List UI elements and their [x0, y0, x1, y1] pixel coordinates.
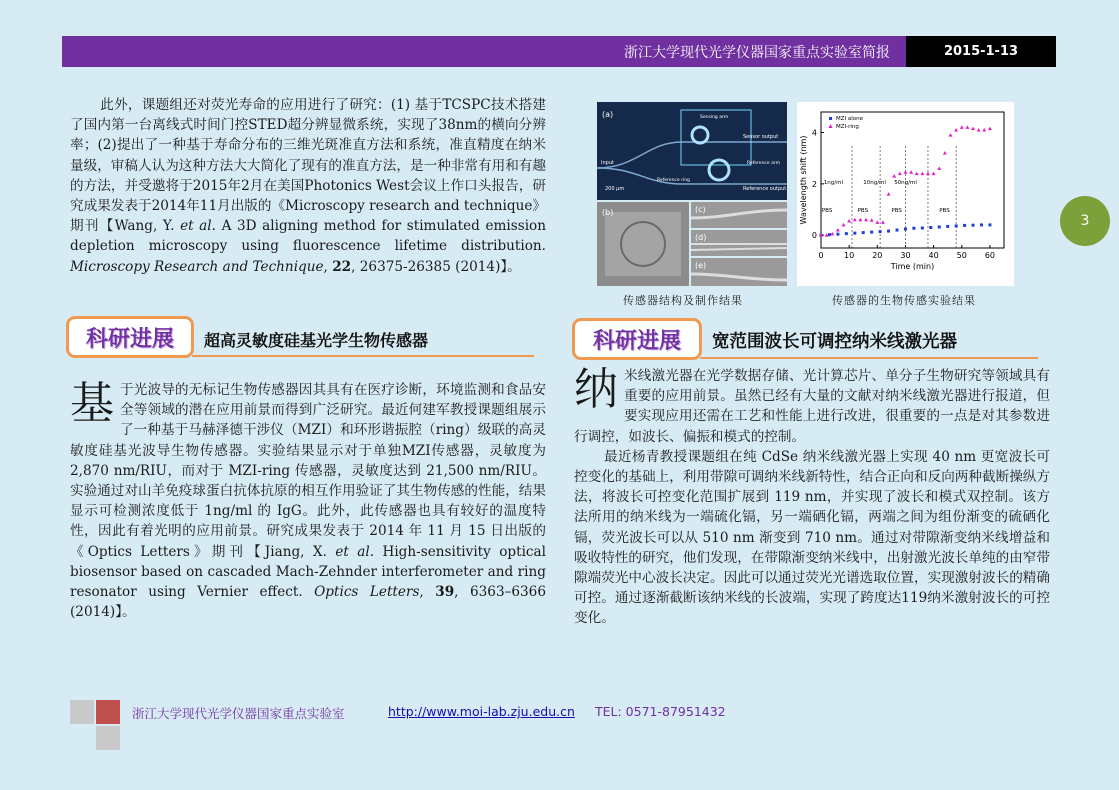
chart-point-mzi-ring	[920, 172, 924, 176]
panel-a-label: (a)	[602, 110, 614, 119]
header-bar	[62, 36, 906, 67]
chart-point-mzi-alone	[963, 224, 966, 227]
chart-point-mzi-ring	[977, 128, 981, 132]
chart-y-tick-label: 4	[811, 128, 817, 138]
chart-legend-marker	[829, 124, 833, 128]
chart-point-mzi-ring	[943, 151, 947, 155]
chart-x-tick-label: 10	[844, 251, 855, 260]
chart-annotation-1ng: 1ng/ml	[823, 179, 844, 186]
chart-point-mzi-ring	[971, 127, 975, 131]
chart-point-mzi-alone	[912, 227, 915, 230]
label-reference-arm: Reference arm	[747, 161, 781, 166]
label-reference-output: Reference output	[743, 186, 787, 192]
section1-tab-label: 科研进展	[85, 326, 174, 352]
chart-point-mzi-ring	[982, 128, 986, 132]
intro-volume: 22	[332, 258, 352, 275]
chart-legend-marker	[829, 117, 832, 120]
chart-point-mzi-ring	[870, 218, 874, 222]
chart-y-tick-label: 0	[811, 231, 817, 241]
chart-point-mzi-ring	[937, 166, 941, 170]
section1-body1: 于光波导的无标记生物传感器因其具有在医疗诊断，环境监测和食品安全等领域的潜在应用前景而得到广泛研究。最近何建军教授课题组展示了一种基于马赫泽德干涉仪（MZI）和环形谐振腔（ring）级联的高灵敏度硅基光波导生物传感器。实验结果显示对于单独MZI传感器，灵敏度为 2,870 nm/RIU，而对于 MZI-ring 传感器，灵敏度达到 21,500 nm/RIU。实验通过对山羊免疫球蛋白抗体抗原的相互作用验证了其生物传感的性能，结果显示可检测浓度低于 1ng/ml 的 IgG。此外，此传感器也具有较好的温度特性，因此有着光明的应用前景。研究成果发表于 2014 年 11 月 15 日出版的《Optics Letters》期刊【Jiang, X.	[70, 382, 546, 560]
footer-url-link[interactable]: http://www.moi-lab.zju.edu.cn	[388, 704, 575, 719]
section1-et-al: et al.	[335, 543, 375, 560]
chart-point-mzi-alone	[896, 229, 899, 232]
device-structure-image	[597, 102, 787, 286]
intro-text3: , 26375-26385 (2014)】。	[351, 258, 521, 275]
chart-point-mzi-ring	[875, 220, 879, 224]
label-sensing-arm: Sensing arm	[700, 115, 729, 120]
chart-point-mzi-ring	[853, 218, 857, 222]
chart-annotation-50ng: 50ng/ml	[894, 179, 917, 186]
chart-point-mzi-alone	[904, 228, 907, 231]
label-scale: 200 μm	[605, 186, 625, 192]
intro-paragraph: 此外，课题组还对荧光寿命的应用进行了研究：(1) 基于TCSPC技术搭建了国内第一台离线式时间门控STED超分辨显微系统，实现了38nm的横向分辨率；(2)提出了一种基于寿命分布的三维光斑准直方法和系统，准直精度在纳米量级，审稿人认为这种方法大大简化了现有的准直方法，是一种非常有用和有趣的方法，并受邀将于2015年2月在美国Photonics West会议上作口头报告，研究成果发表于2014年11月出版的《Microscopy research and technique》期刊【Wang, Y. et al. A 3D aligning method for stimulated emission depletion microscopy using fluorescence lifetime distribution. Microscopy Research and Technique, 22, 26375-26385 (2014)】。	[70, 97, 546, 275]
chart-point-mzi-alone	[836, 233, 839, 236]
header-title: 浙江大学现代光学仪器国家重点实验室简报	[624, 44, 890, 61]
section2-title: 宽范围波长可调控纳米线激光器	[712, 332, 957, 352]
chart-point-mzi-ring	[847, 219, 851, 223]
biosensing-chart-svg	[797, 102, 1014, 286]
intro-journal: Microscopy Research and Technique	[70, 258, 324, 275]
chart-point-mzi-alone	[980, 223, 983, 226]
chart-point-mzi-ring	[932, 172, 936, 176]
chart-annotation-pbs: PBS	[857, 208, 869, 215]
chart-point-mzi-ring	[909, 170, 913, 174]
chart-point-mzi-ring	[898, 172, 902, 176]
section1-body3: , 6363–6366 (2014)】。	[70, 584, 546, 621]
footer-square-1	[70, 700, 94, 724]
section1-volume: 39	[435, 584, 455, 601]
label-sensor-output: Sensor output	[743, 134, 779, 140]
footer-square-2	[96, 700, 120, 724]
chart-point-mzi-alone	[887, 230, 890, 233]
chart-point-mzi-alone	[972, 224, 975, 227]
section2-body1: 米线激光器在光学数据存储、光计算芯片、单分子生物研究等领域具有重要的应用前景。虽然已经有大量的文献对纳米线激光器进行报道，但要实现应用还需在工艺和性能上进行改进，很重要的一点是对其参数进行调控，如波长、偏振和模式的控制。	[574, 368, 1050, 445]
label-input: Input	[601, 160, 614, 166]
chart-x-axis-label: Time (min)	[890, 262, 935, 271]
chart-x-tick-label: 20	[872, 251, 883, 260]
section2-tab-label: 科研进展	[592, 328, 681, 354]
chart-annotation-pbs: PBS	[939, 208, 950, 215]
chart-y-tick-label: 2	[811, 179, 817, 189]
panel-b-label: (b)	[602, 208, 614, 217]
chart-point-mzi-alone	[955, 224, 958, 227]
chart-legend-entry: MZI alone	[836, 116, 864, 122]
chart-x-tick-label: 60	[984, 251, 996, 260]
chart-point-mzi-ring	[949, 133, 953, 137]
chart-point-mzi-alone	[988, 223, 991, 226]
page-number-badge: 3	[1060, 196, 1110, 246]
chart-legend-entry: MZI-ring	[836, 124, 859, 130]
chart-y-axis-label: Wavelength shift (nm)	[799, 135, 808, 225]
chart-point-mzi-ring	[903, 170, 907, 174]
section2-body	[574, 366, 1050, 629]
intro-text2: . A 3D aligning method for stimulated emission depletion microscopy using fluorescence lifetime distribution.	[70, 218, 546, 255]
section1-dropcap: 基	[70, 378, 114, 429]
chart-point-mzi-ring	[842, 223, 846, 227]
chart-point-mzi-ring	[926, 172, 930, 176]
chart-x-tick-label: 40	[928, 251, 939, 260]
chart-annotation-pbs: PBS	[891, 208, 902, 215]
intro-text: 此外，课题组还对荧光寿命的应用进行了研究：(1) 基于TCSPC技术搭建了国内第一台离线式时间门控STED超分辨显微系统，实现了38nm的横向分辨率；(2)提出了一种基于寿命分布的三维光斑准直方法和系统，准直精度在纳米量级，审稿人认为这种方法大大简化了现有的准直方法，是一种非常有用和有趣的方法，并受邀将于2015年2月在美国Photonics West会议上作口头报告，研究成果发表于2014年11月出版的《Microscopy research and technique》期刊【Wang, Y.	[70, 97, 546, 235]
chart-point-mzi-ring	[988, 127, 992, 131]
chart-annotation-10ng: 10ng/ml	[863, 179, 886, 186]
panel-e-label: (e)	[695, 261, 707, 270]
chart-point-mzi-alone	[853, 232, 856, 235]
chart-point-mzi-alone	[879, 230, 882, 233]
footer-lab-name: 浙江大学现代光学仪器国家重点实验室	[132, 706, 345, 721]
panel-d-label: (d)	[695, 233, 707, 242]
section1-title: 超高灵敏度硅基光学生物传感器	[204, 331, 429, 350]
chart-point-mzi-ring	[836, 228, 840, 232]
figure-caption-right: 传感器的生物传感实验结果	[832, 294, 976, 307]
chart-point-mzi-alone	[845, 232, 848, 235]
section1-body2: High-sensitivity optical biosensor based on cascaded Mach-Zehnder interferometer and ring resonator using Vernier effect.	[70, 543, 546, 601]
chart-point-mzi-alone	[862, 231, 865, 234]
figure-device-structure	[597, 102, 787, 286]
intro-et-al: et al	[180, 218, 212, 235]
chart-x-tick-label: 0	[818, 251, 824, 260]
chart-point-mzi-alone	[946, 225, 949, 228]
chart-point-mzi-ring	[864, 218, 868, 222]
panel-c-label: (c)	[695, 205, 706, 214]
header-date: 2015-1-13	[906, 36, 1056, 67]
chart-point-mzi-ring	[915, 172, 919, 176]
chart-point-mzi-ring	[858, 218, 862, 222]
chart-x-tick-label: 50	[956, 251, 967, 260]
chart-point-mzi-ring	[960, 125, 964, 129]
chart-point-mzi-alone	[828, 233, 831, 236]
section2-dropcap: 纳	[574, 364, 618, 415]
section1-body: 基于光波导的无标记生物传感器因其具有在医疗诊断，环境监测和食品安全等领域的潜在应用前景而得到广泛研究。最近何建军教授课题组展示了一种基于马赫泽德干涉仪（MZI）和环形谐振腔（ring）级联的高灵敏度硅基光波导生物传感器。实验结果显示对于单独MZI传感器，灵敏度为 2,870 nm/RIU，而对于 MZI-ring 传感器，灵敏度达到 21,500 nm/RIU。实验通过对山羊免疫球蛋白抗体抗原的相互作用验证了其生物传感的性能，结果显示可检测浓度低于 1ng/ml 的 IgG。此外，此传感器也具有较好的温度特性，因此有着光明的应用前景。研究成果发表于 2014 年 11 月 15 日出版的《Optics Letters》期刊【Jiang, X. et al. High-sensitivity optical biosensor based on cascaded Mach-Zehnder interferometer and ring resonator using Vernier effect. Optics Letters, 39, 6363–6366 (2014)】。	[70, 378, 546, 621]
section2-body2: 最近杨青教授课题组在纯 CdSe 纳米线激光器上实现 40 nm 更宽波长可控变化的基础上，利用带隙可调纳米线新特性，结合正向和反向两种截断操纵方法，将波长可控变化范围扩展到 119 nm，并实现了波长和模式双控制。该方法所用的纳米线为一端硫化镉，另一端硒化镉，两端之间为组份渐变的硫硒化镉，荧光波长可以从 510 nm 渐变到 710 nm。通过对带隙渐变纳米线增益和吸收特性的研究，他们发现，在带隙渐变纳米线中，出射激光波长单纯的由窄带隙端荧光中心波长决定。因此可以通过荧光光谱选取位置，实现激射波长的精确可控。通过逐渐截断该纳米线的长波端，实现了跨度达119纳米激射波长的可控变化。	[574, 448, 1050, 627]
chart-x-tick-label: 30	[900, 251, 911, 260]
chart-point-mzi-ring	[887, 192, 891, 196]
chart-point-mzi-ring	[892, 174, 896, 178]
chart-point-mzi-alone	[938, 225, 941, 228]
section1-tab	[66, 316, 194, 358]
chart-point-mzi-alone	[921, 226, 924, 229]
footer-tel: TEL: 0571-87951432	[595, 704, 726, 719]
label-reference-ring: Reference ring	[657, 178, 690, 183]
chart-point-mzi-alone	[870, 231, 873, 234]
section2-rule	[700, 357, 1038, 359]
section1-journal: Optics Letters	[314, 584, 420, 601]
chart-annotation-pbs: PBS	[821, 208, 833, 215]
chart-point-mzi-ring	[965, 125, 969, 129]
chart-point-mzi-ring	[954, 128, 958, 132]
figure-caption-left: 传感器结构及制作结果	[623, 294, 743, 307]
chart-point-mzi-ring	[881, 220, 885, 224]
section2-tab	[572, 318, 702, 360]
footer-square-3	[96, 726, 120, 750]
figure-biosensing-chart	[797, 102, 1014, 286]
section1-rule	[192, 355, 534, 357]
chart-point-mzi-alone	[929, 226, 932, 229]
